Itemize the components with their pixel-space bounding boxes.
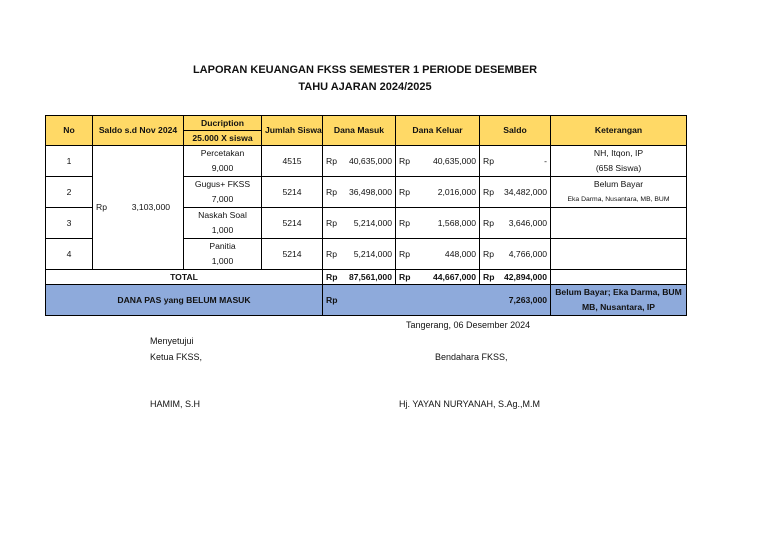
row-saldo-value: 34,482,000: [503, 186, 547, 197]
row-desc-amount: 1,000: [211, 225, 234, 235]
row-keluar-cur: Rp: [399, 248, 410, 259]
row-ket-line1: NH, Itqon, IP: [593, 148, 644, 158]
row-desc-name: Naskah Soal: [198, 210, 247, 220]
row-description: [184, 208, 262, 239]
table-row: [46, 146, 687, 177]
row-no: 4: [46, 239, 93, 270]
row-siswa: 5214: [262, 177, 323, 208]
row-keluar-cur: Rp: [399, 217, 410, 228]
row-keterangan: [551, 177, 687, 208]
row-masuk-cur: Rp: [326, 155, 337, 166]
approve-label: Menyetujui: [150, 336, 194, 346]
row-keterangan: [551, 146, 687, 177]
total-masuk: [323, 270, 396, 285]
total-saldo: [480, 270, 551, 285]
total-masuk-cur: Rp: [326, 271, 338, 282]
saldo-currency: Rp: [96, 202, 107, 212]
row-ket-line2: Eka Darma, Nusantara, MB, BUM: [567, 196, 670, 203]
row-masuk-cur: Rp: [326, 248, 337, 259]
total-keterangan: [551, 270, 687, 285]
row-keluar-value: 1,568,000: [437, 217, 476, 228]
row-keluar-value: 448,000: [444, 248, 476, 259]
pas-amount: [323, 285, 551, 316]
header-jumlah-siswa: Jumlah Siswa: [262, 116, 323, 146]
total-label: TOTAL: [46, 270, 323, 285]
row-keluar: [396, 239, 480, 270]
row-ket-line1: Belum Bayar: [593, 179, 644, 189]
row-description: [184, 177, 262, 208]
pas-keterangan: Belum Bayar; Eka Darma, BUM MB, Nusantara, IP: [551, 285, 687, 316]
row-keluar-value: 40,635,000: [432, 155, 476, 166]
row-saldo-cur: Rp: [483, 248, 494, 259]
row-desc-amount: 1,000: [211, 256, 234, 266]
row-saldo: [480, 146, 551, 177]
row-keluar: [396, 146, 480, 177]
row-masuk-value: 36,498,000: [348, 186, 392, 197]
pas-label: DANA PAS yang BELUM MASUK: [46, 285, 323, 316]
row-saldo: [480, 208, 551, 239]
total-masuk-value: 87,561,000: [348, 271, 392, 282]
saldo-nov-cell: [93, 146, 184, 270]
row-keluar-value: 2,016,000: [437, 186, 476, 197]
row-masuk: [323, 177, 396, 208]
row-desc-amount: 9,000: [211, 163, 234, 173]
row-no: 1: [46, 146, 93, 177]
row-siswa: 5214: [262, 239, 323, 270]
row-desc-name: Percetakan: [200, 148, 245, 158]
total-keluar-cur: Rp: [399, 271, 411, 282]
row-saldo-value: 3,646,000: [508, 217, 547, 228]
row-saldo-cur: Rp: [483, 217, 494, 228]
row-keluar: [396, 177, 480, 208]
row-keterangan: [551, 208, 687, 239]
row-masuk-value: 5,214,000: [353, 217, 392, 228]
row-saldo-cur: Rp: [483, 155, 494, 166]
row-masuk-value: 5,214,000: [353, 248, 392, 259]
pas-value: 7,263,000: [508, 294, 547, 305]
row-masuk: [323, 208, 396, 239]
row-no: 3: [46, 208, 93, 239]
pas-cur: Rp: [326, 294, 338, 305]
table-header-row: [46, 116, 687, 131]
row-no: 2: [46, 177, 93, 208]
row-description: [184, 239, 262, 270]
treasurer-name: Hj. YAYAN NURYANAH, S.Ag.,M.M: [399, 399, 541, 409]
row-keluar-cur: Rp: [399, 186, 410, 197]
row-keterangan: [551, 239, 687, 270]
header-saldo-nov: Saldo s.d Nov 2024: [93, 116, 184, 146]
row-saldo-value: 4,766,000: [508, 248, 547, 259]
chair-name: HAMIM, S.H: [150, 399, 201, 409]
total-saldo-cur: Rp: [483, 271, 495, 282]
pas-row: [46, 285, 687, 316]
row-ket-line2: (658 Siswa): [595, 163, 642, 173]
total-keluar: [396, 270, 480, 285]
total-row: [46, 270, 687, 285]
row-saldo-cur: Rp: [483, 186, 494, 197]
place-date: Tangerang, 06 Desember 2024: [406, 320, 531, 330]
total-saldo-value: 42,894,000: [503, 271, 547, 282]
row-saldo-value: -: [544, 155, 547, 166]
header-dana-masuk: Dana Masuk: [323, 116, 396, 146]
chair-title: Ketua FKSS,: [150, 352, 203, 362]
row-masuk: [323, 239, 396, 270]
row-masuk-cur: Rp: [326, 217, 337, 228]
row-desc-name: Gugus+ FKSS: [194, 179, 251, 189]
header-description: Ducription: [184, 116, 262, 131]
treasurer-title: Bendahara FKSS,: [435, 352, 508, 362]
row-desc-name: Panitia: [209, 241, 236, 251]
header-dana-keluar: Dana Keluar: [396, 116, 480, 146]
row-desc-amount: 7,000: [211, 194, 234, 204]
saldo-value: 3,103,000: [131, 202, 170, 212]
row-saldo: [480, 177, 551, 208]
report-subtitle: TAHU AJARAN 2024/2025: [298, 81, 432, 93]
row-saldo: [480, 239, 551, 270]
report-title: LAPORAN KEUANGAN FKSS SEMESTER 1 PERIODE DESEMBER: [192, 64, 538, 76]
row-masuk: [323, 146, 396, 177]
row-keluar-cur: Rp: [399, 155, 410, 166]
header-no: No: [46, 116, 93, 146]
header-keterangan: Keterangan: [551, 116, 687, 146]
row-siswa: 4515: [262, 146, 323, 177]
row-masuk-cur: Rp: [326, 186, 337, 197]
total-keluar-value: 44,667,000: [432, 271, 476, 282]
header-description-sub: 25.000 X siswa: [184, 131, 262, 146]
row-description: [184, 146, 262, 177]
row-siswa: 5214: [262, 208, 323, 239]
row-masuk-value: 40,635,000: [348, 155, 392, 166]
row-keluar: [396, 208, 480, 239]
finance-table: [45, 115, 687, 316]
header-saldo: Saldo: [480, 116, 551, 146]
